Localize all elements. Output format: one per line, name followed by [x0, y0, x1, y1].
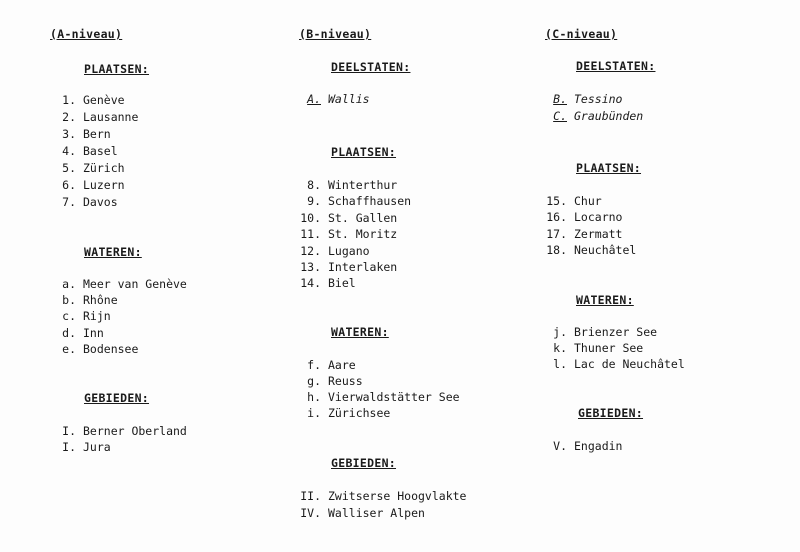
section-heading-wateren: WATEREN:	[84, 245, 142, 259]
item-marker: B.	[553, 92, 567, 106]
item-name: St. Moritz	[328, 227, 398, 241]
list-item	[48, 110, 138, 124]
list-item	[297, 227, 397, 241]
item-name: Lausanne	[83, 110, 139, 124]
list-item	[48, 178, 125, 192]
section-heading-gebieden: GEBIEDEN:	[84, 391, 150, 405]
item-marker: I.	[62, 424, 76, 438]
item-name: Bern	[83, 127, 111, 141]
item-marker: e.	[62, 342, 76, 356]
item-marker: 5.	[62, 161, 76, 175]
column-title: (C-niveau)	[545, 27, 618, 41]
list-item	[297, 276, 356, 290]
list-item	[297, 358, 356, 372]
item-name: Berner Oberland	[83, 424, 187, 438]
list-item	[48, 326, 104, 340]
item-name: Zwitserse Hoogvlakte	[328, 489, 467, 503]
section-heading-wateren: WATEREN:	[331, 325, 389, 339]
item-marker: 11.	[300, 227, 321, 241]
item-marker: A.	[307, 92, 321, 106]
list-item	[543, 92, 622, 106]
list-item	[48, 127, 111, 141]
list-item	[297, 390, 460, 404]
item-name: Genève	[83, 93, 125, 107]
item-name: Thuner See	[574, 341, 644, 355]
item-marker: 1.	[62, 93, 76, 107]
list-item	[543, 243, 636, 257]
item-name: Walliser Alpen	[328, 506, 425, 520]
item-name: Biel	[328, 276, 356, 290]
column-title: (B-niveau)	[299, 27, 372, 41]
list-item	[543, 194, 602, 208]
item-name: Inn	[83, 326, 104, 340]
list-item	[543, 109, 643, 123]
list-item	[297, 244, 370, 258]
item-name: Reuss	[328, 374, 363, 388]
list-item	[297, 178, 397, 192]
item-marker: C.	[553, 109, 567, 123]
column-title: (A-niveau)	[50, 27, 123, 41]
list-item	[48, 277, 187, 291]
list-item	[297, 92, 370, 106]
item-name: Wallis	[328, 92, 370, 106]
item-name: Zürich	[83, 161, 125, 175]
item-marker: 9.	[307, 194, 321, 208]
section-heading-plaatsen: PLAATSEN:	[576, 161, 642, 175]
section-heading-wateren: WATEREN:	[576, 293, 634, 307]
list-item	[297, 489, 466, 503]
item-name: Lac de Neuchâtel	[574, 357, 685, 371]
item-name: Vierwaldstätter See	[328, 390, 460, 404]
item-marker: k.	[553, 341, 567, 355]
item-marker: g.	[307, 374, 321, 388]
item-name: Rijn	[83, 309, 111, 323]
item-name: Tessino	[574, 92, 623, 106]
item-name: Luzern	[83, 178, 125, 192]
item-marker: i.	[307, 406, 321, 420]
item-marker: a.	[62, 277, 76, 291]
item-name: Chur	[574, 194, 602, 208]
section-heading-deelstaten: DEELSTATEN:	[331, 60, 411, 74]
item-marker: 3.	[62, 127, 76, 141]
item-marker: b.	[62, 293, 76, 307]
item-marker: 18.	[546, 243, 567, 257]
list-item	[48, 440, 111, 454]
list-item	[297, 260, 397, 274]
item-marker: h.	[307, 390, 321, 404]
section-heading-plaatsen: PLAATSEN:	[331, 145, 397, 159]
item-marker: IV.	[300, 506, 321, 520]
list-item	[543, 210, 622, 224]
item-name: Rhône	[83, 293, 118, 307]
item-name: Schaffhausen	[328, 194, 412, 208]
list-item	[48, 424, 187, 438]
item-name: Meer van Genève	[83, 277, 187, 291]
item-marker: 4.	[62, 144, 76, 158]
item-marker: V.	[553, 439, 567, 453]
item-marker: 8.	[307, 178, 321, 192]
list-item	[543, 439, 622, 453]
item-marker: j.	[553, 325, 567, 339]
item-marker: 15.	[546, 194, 567, 208]
item-marker: 7.	[62, 195, 76, 209]
section-heading-gebieden: GEBIEDEN:	[331, 456, 397, 470]
item-name: St. Gallen	[328, 211, 398, 225]
item-name: Aare	[328, 358, 356, 372]
item-name: Lugano	[328, 244, 370, 258]
item-marker: 13.	[300, 260, 321, 274]
item-marker: d.	[62, 326, 76, 340]
list-item	[48, 93, 125, 107]
item-name: Interlaken	[328, 260, 398, 274]
item-marker: 2.	[62, 110, 76, 124]
list-item	[48, 161, 125, 175]
list-item	[543, 341, 643, 355]
section-heading-deelstaten: DEELSTATEN:	[576, 59, 656, 73]
list-item	[543, 325, 657, 339]
list-item	[48, 195, 118, 209]
item-name: Locarno	[574, 210, 623, 224]
item-marker: 12.	[300, 244, 321, 258]
item-marker: 16.	[546, 210, 567, 224]
list-item	[297, 194, 411, 208]
list-item	[48, 342, 138, 356]
item-name: Graubünden	[574, 109, 644, 123]
list-item	[48, 144, 118, 158]
item-marker: 6.	[62, 178, 76, 192]
item-name: Zürichsee	[328, 406, 391, 420]
section-heading-plaatsen: PLAATSEN:	[84, 62, 150, 76]
item-marker: 17.	[546, 227, 567, 241]
item-marker: 10.	[300, 211, 321, 225]
item-name: Davos	[83, 195, 118, 209]
item-name: Neuchâtel	[574, 243, 637, 257]
list-item	[48, 309, 111, 323]
list-item	[543, 357, 685, 371]
list-item	[297, 506, 425, 520]
item-marker: l.	[553, 357, 567, 371]
item-name: Jura	[83, 440, 111, 454]
item-marker: II.	[300, 489, 321, 503]
item-name: Winterthur	[328, 178, 398, 192]
item-name: Engadin	[574, 439, 623, 453]
item-marker: c.	[62, 309, 76, 323]
item-name: Basel	[83, 144, 118, 158]
item-name: Zermatt	[574, 227, 623, 241]
item-marker: 14.	[300, 276, 321, 290]
item-marker: f.	[307, 358, 321, 372]
item-marker: I.	[62, 440, 76, 454]
list-item	[48, 293, 118, 307]
list-item	[297, 211, 397, 225]
list-item	[297, 406, 390, 420]
list-item	[297, 374, 363, 388]
item-name: Bodensee	[83, 342, 139, 356]
section-heading-gebieden: GEBIEDEN:	[578, 406, 644, 420]
list-item	[543, 227, 622, 241]
item-name: Brienzer See	[574, 325, 658, 339]
